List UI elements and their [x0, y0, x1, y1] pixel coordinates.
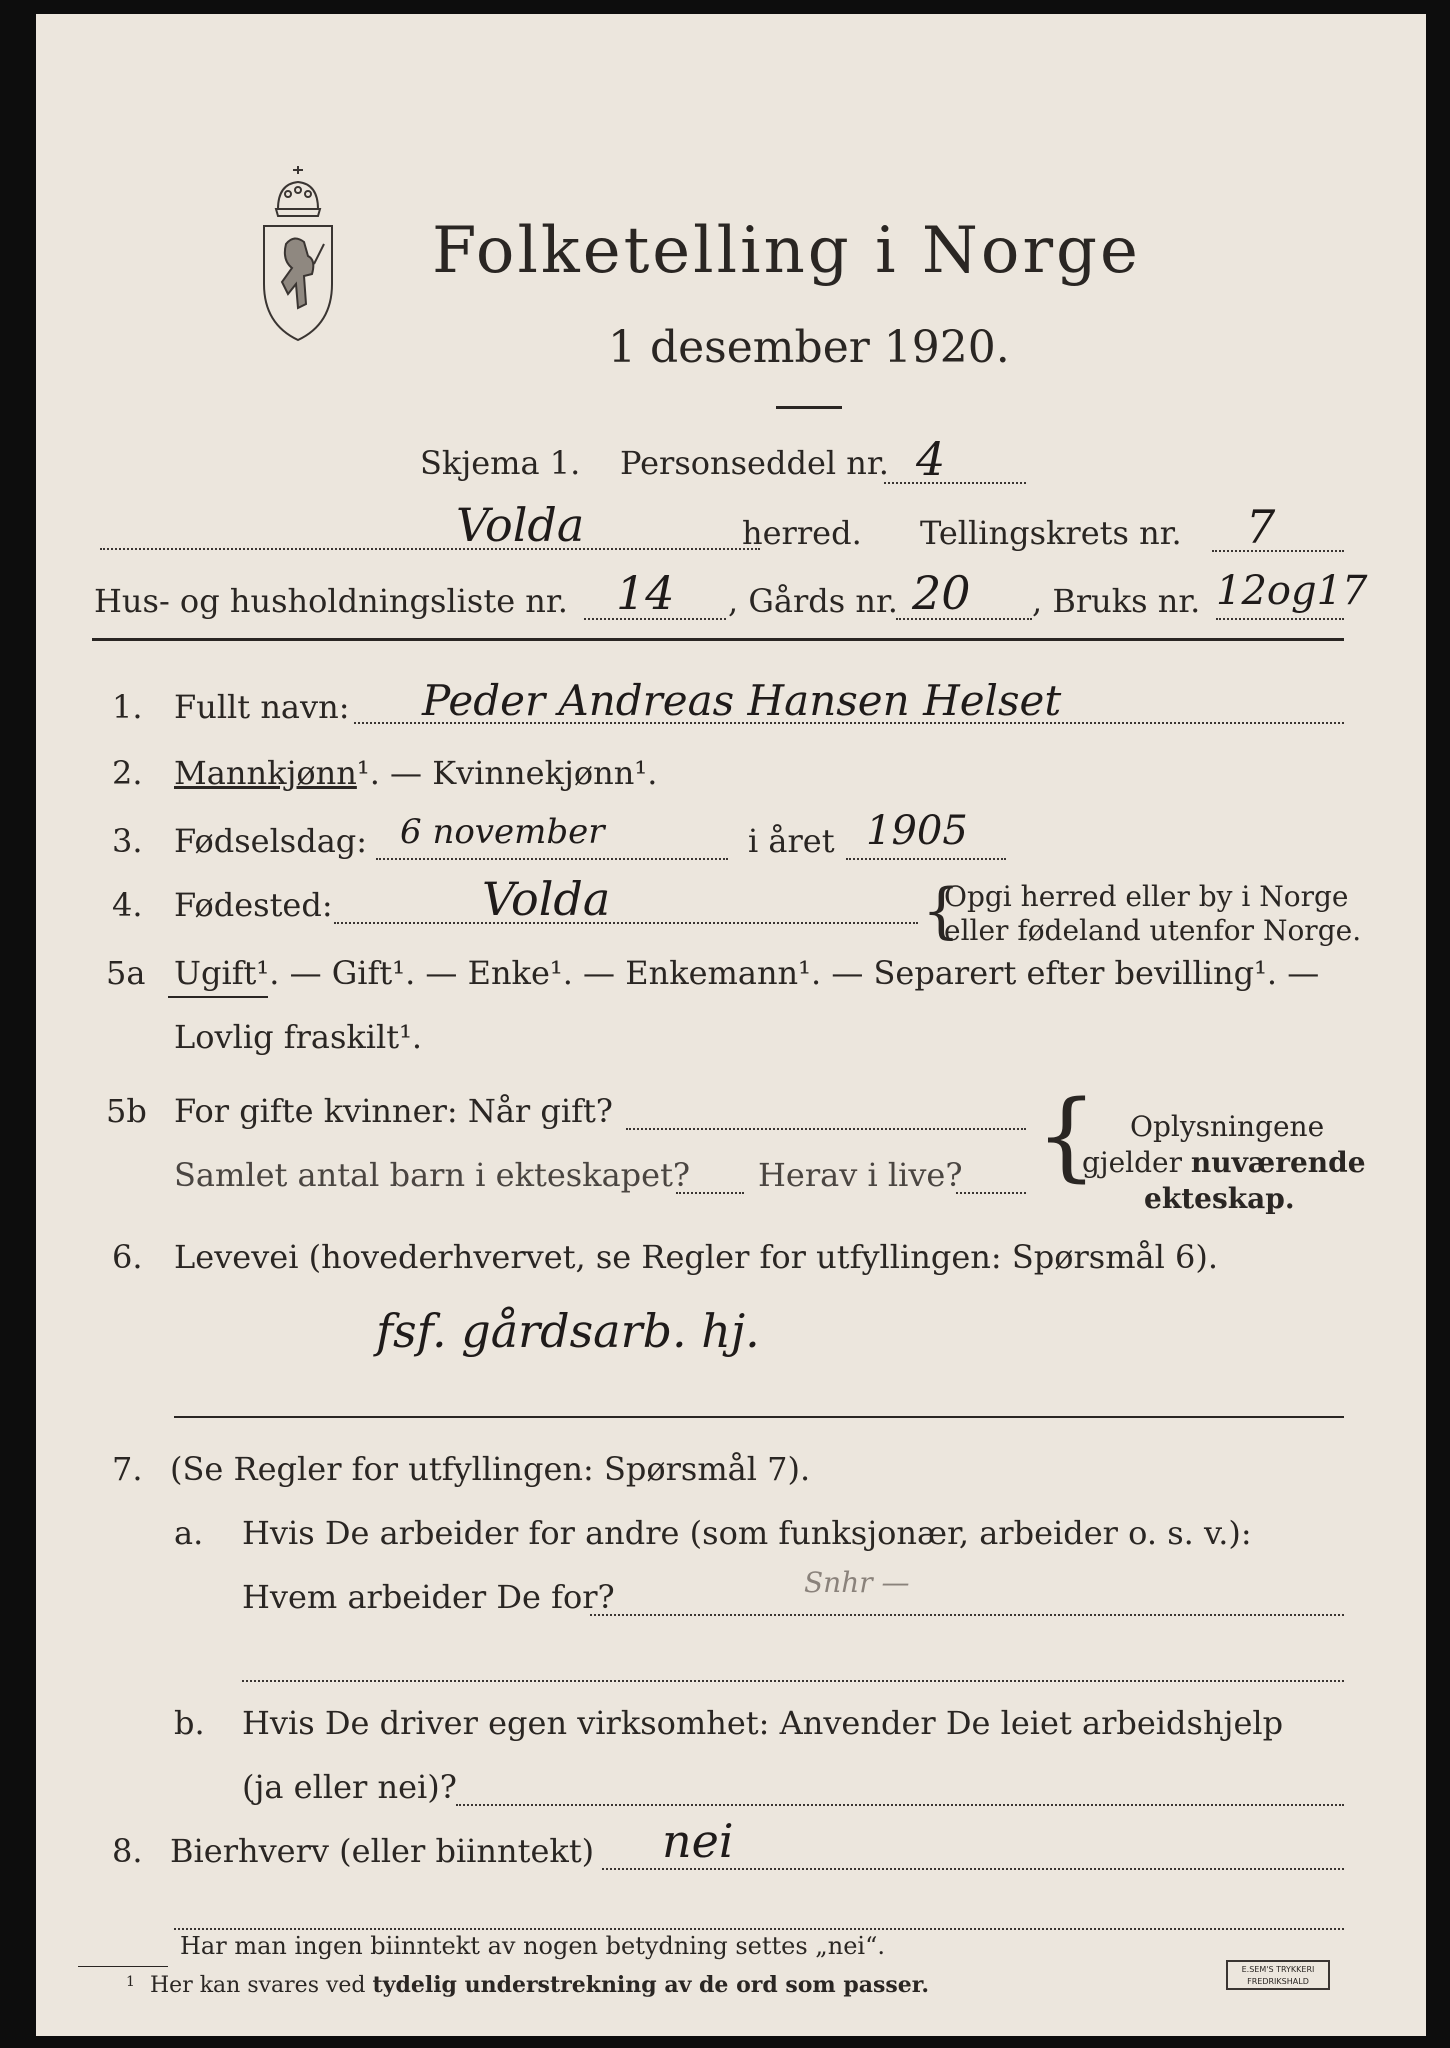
husholdningsliste-value[interactable]: 14: [616, 566, 675, 620]
q4-birthplace-value[interactable]: Volda: [482, 872, 611, 926]
q6-label: Levevei (hovederhvervet, se Regler for utfyllingen: Spørsmål 6).: [174, 1238, 1219, 1276]
q5b-number: 5b: [106, 1092, 147, 1130]
footnote-text-a: Her kan svares ved: [150, 1973, 373, 1998]
footnote-text-b: tydelig understrekning av de ord som passer.: [372, 1972, 930, 1998]
tellingskrets-value[interactable]: 7: [1246, 500, 1276, 554]
q5b-note-line1: Oplysningene: [1130, 1110, 1325, 1143]
q2-separator: ¹. —: [356, 754, 433, 792]
q5b-note-line3: ekteskap.: [1144, 1182, 1295, 1215]
q7a-employer-value[interactable]: Snhr —: [804, 1566, 910, 1599]
q2-number: 2.: [112, 754, 143, 792]
q5a-ugift-underline: [168, 996, 268, 998]
q7-label: (Se Regler for utfyllingen: Spørsmål 7).: [170, 1450, 811, 1488]
q7b-number: b.: [174, 1704, 205, 1742]
q5a-options[interactable]: Ugift¹. — Gift¹. — Enke¹. — Enkemann¹. — Separert efter bevilling¹. —: [174, 954, 1320, 992]
q4-label: Fødested:: [174, 886, 333, 924]
q5b-note-line2: [1082, 1146, 1366, 1179]
q7a-number: a.: [174, 1514, 204, 1552]
gards-value[interactable]: 20: [912, 566, 971, 620]
q8-extra-line: [174, 1928, 1344, 1930]
footnote-marker: 1: [126, 1974, 135, 1990]
q3-year-line: [846, 858, 1006, 860]
q8-secondary-income-value[interactable]: nei: [662, 1814, 734, 1868]
q5b-note-gjelder: gjelder: [1082, 1146, 1191, 1179]
bruks-label: , Bruks nr.: [1032, 582, 1201, 620]
personseddel-value[interactable]: 4: [916, 432, 946, 486]
census-form: [36, 14, 1426, 2036]
printer-name: E.SEM'S TRYKKERI: [1241, 1965, 1315, 1974]
coat-of-arms-emblem: [258, 164, 338, 344]
q5b-children-label: Samlet antal barn i ekteskapet?: [174, 1156, 691, 1194]
q7b-line: [456, 1804, 1344, 1806]
q2-female-label: Kvinnekjønn: [432, 754, 635, 792]
q2-male-option[interactable]: [174, 754, 657, 792]
q3-number: 3.: [112, 822, 143, 860]
q3-label: Fødselsdag:: [174, 822, 368, 860]
q5b-married-line: [626, 1128, 1026, 1130]
personseddel-line: [884, 482, 1026, 484]
q6-number: 6.: [112, 1238, 143, 1276]
schema-label: Skjema 1.: [420, 444, 581, 482]
q5b-alive-line: [956, 1192, 1026, 1194]
q5b-brace: {: [1036, 1080, 1098, 1192]
q3-day-line: [376, 858, 728, 860]
q8-number: 8.: [112, 1832, 143, 1870]
title-divider: [776, 406, 842, 409]
q4-note-line2: eller fødeland utenfor Norge.: [944, 914, 1362, 947]
printer-stamp: [1226, 1960, 1330, 1990]
q7a-text: Hvis De arbeider for andre (som funksjonær, arbeider o. s. v.):: [242, 1514, 1252, 1552]
q1-label: Fullt navn:: [174, 688, 350, 726]
q4-note-line1: Opgi herred eller by i Norge: [944, 880, 1349, 913]
herred-value[interactable]: Volda: [456, 498, 585, 552]
q7b-yes-no-label: (ja eller nei)?: [242, 1768, 457, 1806]
footnote-rule: [78, 1966, 168, 1967]
q4-number: 4.: [112, 886, 143, 924]
q8-label: Bierhverv (eller biinntekt): [170, 1832, 595, 1870]
q2-end: ¹.: [634, 754, 658, 792]
q6-occupation-value[interactable]: fsf. gårdsarb. hj.: [376, 1304, 760, 1358]
q1-fullname-value[interactable]: Peder Andreas Hansen Helset: [422, 676, 1062, 725]
q5b-alive-label: Herav i live?: [758, 1156, 963, 1194]
bruks-line: [1216, 618, 1344, 620]
gards-label: , Gårds nr.: [728, 582, 898, 620]
herred-line: [100, 548, 760, 550]
q6-line: [174, 1416, 1344, 1418]
census-date: 1 desember 1920.: [608, 322, 1010, 373]
printer-city: FREDRIKSHALD: [1247, 1977, 1309, 1986]
q7b-text: Hvis De driver egen virksomhet: Anvender De leiet arbeidshjelp: [242, 1704, 1284, 1742]
header-rule: [92, 638, 1344, 641]
q5a-options-line2[interactable]: Lovlig fraskilt¹.: [174, 1018, 423, 1056]
q3-year-value[interactable]: 1905: [866, 808, 968, 854]
q1-number: 1.: [112, 688, 143, 726]
q5b-married-label: For gifte kvinner: Når gift?: [174, 1092, 613, 1130]
bruks-value[interactable]: 12og17: [1216, 568, 1368, 614]
tellingskrets-label: Tellingskrets nr.: [920, 514, 1182, 552]
footnote-text: [150, 1972, 929, 1998]
q5a-number: 5a: [106, 954, 146, 992]
q5b-note-current: nuværende: [1190, 1146, 1366, 1179]
q8-note: Har man ingen biinntekt av nogen betydning settes „nei“.: [180, 1932, 885, 1960]
q7a-employer-line: [590, 1614, 1344, 1616]
q4-line: [334, 922, 918, 924]
q7a-employer-label: Hvem arbeider De for?: [242, 1578, 615, 1616]
q7-number: 7.: [112, 1450, 143, 1488]
husholdningsliste-label: Hus- og husholdningsliste nr.: [94, 582, 568, 620]
q7a-extra-line: [242, 1680, 1344, 1682]
q2-male-label: Mannkjønn: [174, 754, 357, 792]
q3-birthday-value[interactable]: 6 november: [400, 812, 605, 852]
q3-year-label: i året: [748, 822, 835, 860]
form-title: Folketelling i Norge: [432, 214, 1141, 288]
personseddel-label: Personseddel nr.: [620, 444, 889, 482]
tellingskrets-line: [1212, 550, 1344, 552]
q5b-children-line: [676, 1192, 744, 1194]
herred-label: herred.: [742, 514, 862, 552]
q4-brace: {: [922, 876, 961, 946]
q8-line: [602, 1868, 1344, 1870]
